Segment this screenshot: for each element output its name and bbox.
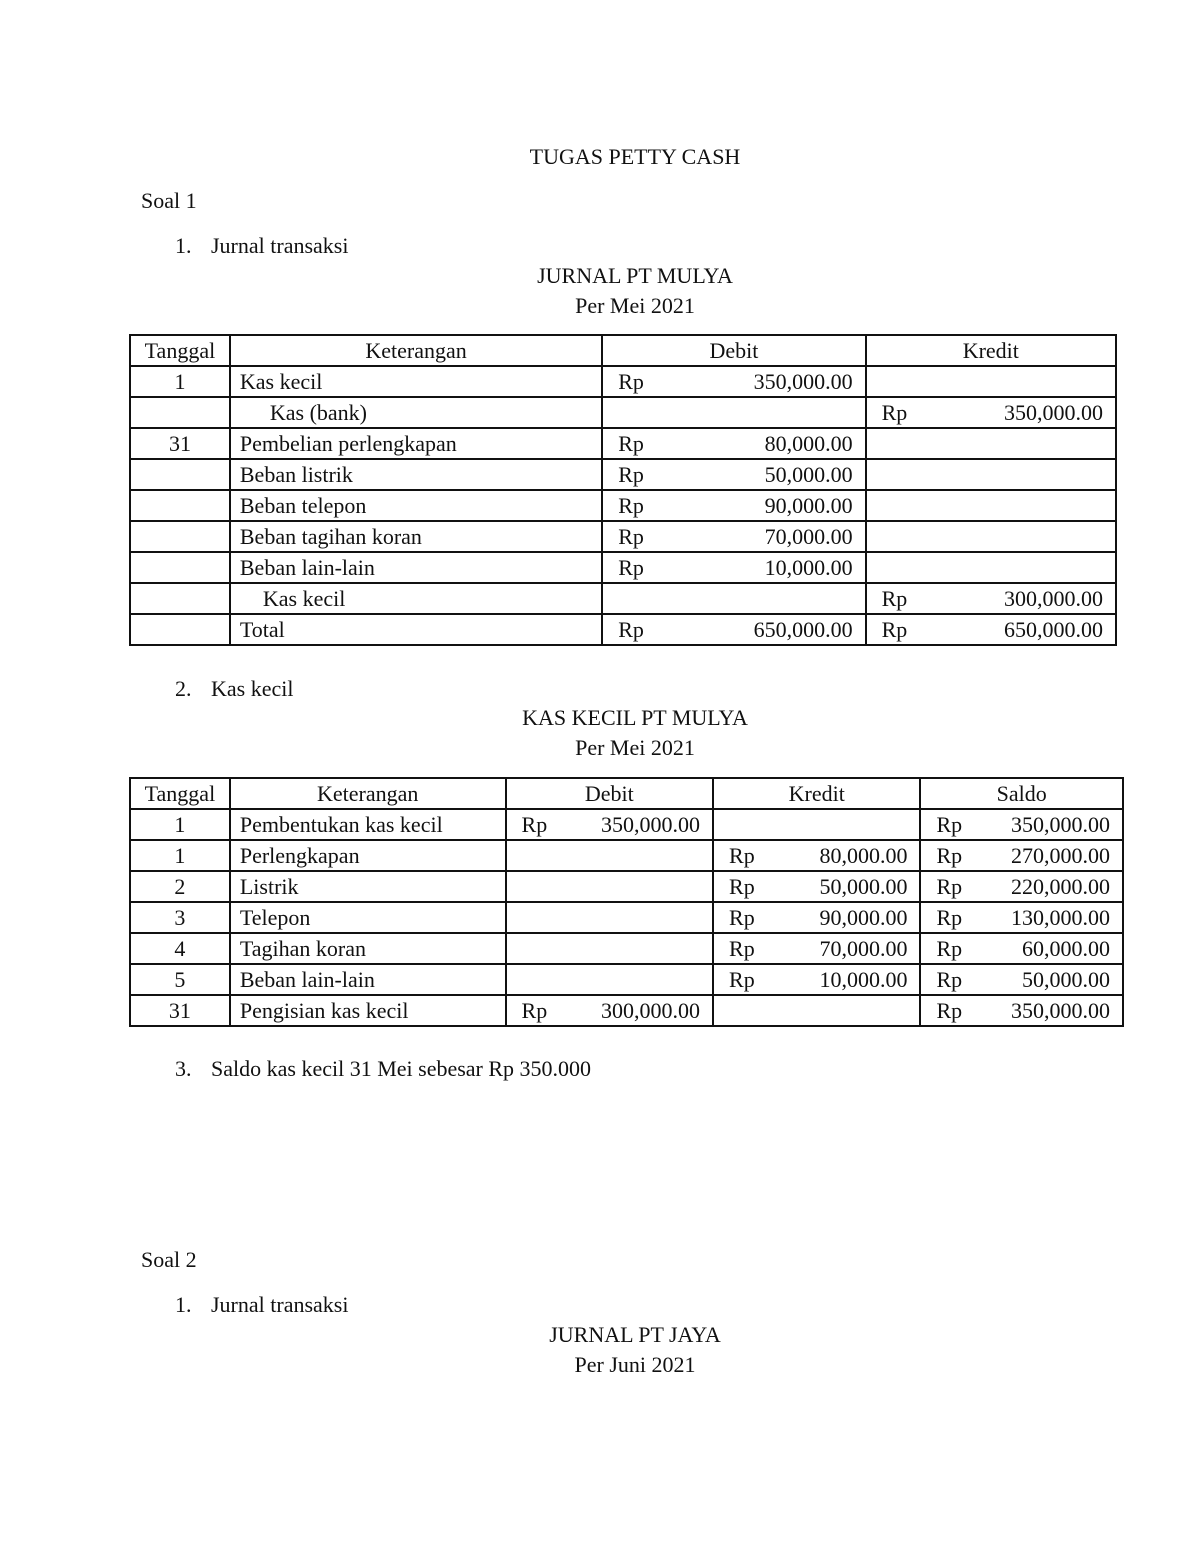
debit-cell: [602, 428, 865, 459]
soal-1-label: Soal 1: [141, 188, 197, 213]
tanggal-cell: [130, 614, 230, 645]
table-row: [130, 995, 1123, 1026]
kredit-cell: [713, 964, 920, 995]
kredit-cell-amount: 90,000.00: [819, 905, 908, 930]
kredit-cell-currency: Rp: [881, 400, 908, 425]
journal-2-period: Per Juni 2021: [574, 1352, 696, 1377]
header-tanggal: Tanggal: [130, 778, 230, 809]
keterangan-cell: Total: [230, 614, 602, 645]
table-row: [130, 614, 1116, 645]
tanggal-cell: 1: [130, 840, 230, 871]
debit-cell-amount: 70,000.00: [764, 524, 853, 549]
debit-cell: [506, 840, 714, 871]
kredit-cell-currency: Rp: [729, 905, 755, 930]
kredit-cell: [866, 521, 1116, 552]
table-row: [130, 583, 1116, 614]
kredit-cell: [866, 583, 1116, 614]
debit-cell-currency: Rp: [618, 617, 644, 642]
debit-cell: [602, 583, 865, 614]
kredit-cell-currency: Rp: [881, 586, 908, 611]
debit-cell-amount: 80,000.00: [764, 431, 853, 456]
saldo-cell: [920, 809, 1123, 840]
debit-cell-currency: Rp: [618, 462, 644, 487]
kredit-cell: [866, 397, 1116, 428]
saldo-cell-currency: Rp: [936, 874, 963, 899]
debit-cell-currency: Rp: [618, 524, 644, 549]
kredit-cell: [713, 995, 920, 1026]
tanggal-cell: [130, 397, 230, 428]
kredit-cell-currency: Rp: [729, 967, 755, 992]
keterangan-cell: Pembentukan kas kecil: [230, 809, 506, 840]
header-saldo: Saldo: [920, 778, 1123, 809]
kredit-cell: [713, 871, 920, 902]
journal-header-row: [130, 335, 1116, 366]
debit-cell-currency: Rp: [618, 369, 644, 394]
tanggal-cell: [130, 583, 230, 614]
keterangan-cell: Beban lain-lain: [230, 552, 602, 583]
petty-cash-title: KAS KECIL PT MULYA: [522, 705, 748, 730]
table-row: [130, 490, 1116, 521]
debit-cell-currency: Rp: [521, 998, 548, 1023]
kredit-cell-currency: Rp: [729, 843, 755, 868]
tanggal-cell: [130, 552, 230, 583]
kredit-cell: [713, 902, 920, 933]
tanggal-cell: 31: [130, 995, 230, 1026]
kredit-cell-amount: 300,000.00: [1004, 586, 1103, 611]
debit-cell: [506, 809, 714, 840]
kredit-cell: [866, 614, 1116, 645]
debit-cell: [602, 490, 865, 521]
keterangan-cell: Beban listrik: [230, 459, 602, 490]
debit-cell-amount: 50,000.00: [764, 462, 853, 487]
debit-cell: [506, 871, 714, 902]
item-2-number: 2.: [175, 676, 192, 701]
kredit-cell: [866, 490, 1116, 521]
debit-cell: [602, 552, 865, 583]
debit-cell: [506, 995, 714, 1026]
petty-cash-table: [129, 777, 1124, 1027]
tanggal-cell: 31: [130, 428, 230, 459]
item-3-text: Saldo kas kecil 31 Mei sebesar Rp 350.000: [211, 1056, 592, 1081]
debit-cell-amount: 350,000.00: [601, 812, 701, 837]
header-kredit: Kredit: [713, 778, 920, 809]
header-tanggal: Tanggal: [130, 335, 230, 366]
debit-cell: [602, 459, 865, 490]
kredit-cell-amount: 10,000.00: [819, 967, 908, 992]
debit-cell: [506, 933, 714, 964]
keterangan-cell: Tagihan koran: [230, 933, 506, 964]
keterangan-cell: Beban telepon: [230, 490, 602, 521]
kredit-cell: [713, 809, 920, 840]
debit-cell-currency: Rp: [618, 493, 644, 518]
debit-cell-amount: 300,000.00: [601, 998, 701, 1023]
table-row: [130, 366, 1116, 397]
saldo-cell-amount: 50,000.00: [1022, 967, 1110, 992]
header-debit: Debit: [506, 778, 714, 809]
saldo-cell-currency: Rp: [936, 998, 963, 1023]
saldo-cell-amount: 220,000.00: [1011, 874, 1110, 899]
table-row: [130, 964, 1123, 995]
kredit-cell: [866, 459, 1116, 490]
petty-header-row: [130, 778, 1123, 809]
keterangan-cell: Listrik: [230, 871, 506, 902]
tanggal-cell: 1: [130, 366, 230, 397]
keterangan-cell: Kas (bank): [230, 397, 602, 428]
saldo-cell-currency: Rp: [936, 905, 963, 930]
item-3-number: 3.: [175, 1056, 192, 1081]
table-row: [130, 809, 1123, 840]
saldo-cell-currency: Rp: [936, 843, 963, 868]
header-keterangan: Keterangan: [230, 335, 602, 366]
kredit-cell: [713, 840, 920, 871]
keterangan-cell: Telepon: [230, 902, 506, 933]
table-row: [130, 933, 1123, 964]
debit-cell-amount: 10,000.00: [764, 555, 853, 580]
table-row: [130, 552, 1116, 583]
table-row: [130, 902, 1123, 933]
table-row: [130, 428, 1116, 459]
tanggal-cell: 5: [130, 964, 230, 995]
kredit-cell-amount: 80,000.00: [819, 843, 908, 868]
saldo-cell: [920, 933, 1123, 964]
kredit-cell-amount: 350,000.00: [1004, 400, 1103, 425]
item-1-number: 1.: [175, 233, 192, 258]
soal-2-label: Soal 2: [141, 1247, 197, 1272]
saldo-cell-amount: 60,000.00: [1022, 936, 1110, 961]
saldo-cell-currency: Rp: [936, 812, 963, 837]
saldo-cell: [920, 964, 1123, 995]
debit-cell-amount: 350,000.00: [753, 369, 853, 394]
debit-cell: [506, 964, 714, 995]
journal-2-title: JURNAL PT JAYA: [549, 1322, 721, 1347]
tanggal-cell: 2: [130, 871, 230, 902]
kredit-cell: [866, 552, 1116, 583]
keterangan-cell: Pembelian perlengkapan: [230, 428, 602, 459]
debit-cell: [602, 366, 865, 397]
saldo-cell-amount: 270,000.00: [1011, 843, 1110, 868]
kredit-cell-amount: 50,000.00: [819, 874, 908, 899]
table-row: [130, 871, 1123, 902]
tanggal-cell: [130, 490, 230, 521]
tanggal-cell: 1: [130, 809, 230, 840]
soal-2-item-1-text: Jurnal transaksi: [211, 1292, 349, 1317]
kredit-cell-amount: 70,000.00: [819, 936, 908, 961]
saldo-cell: [920, 995, 1123, 1026]
debit-cell: [602, 614, 865, 645]
kredit-cell: [713, 933, 920, 964]
saldo-cell-amount: 350,000.00: [1011, 812, 1110, 837]
tanggal-cell: 4: [130, 933, 230, 964]
debit-cell: [602, 521, 865, 552]
debit-cell: [602, 397, 865, 428]
header-keterangan: Keterangan: [230, 778, 506, 809]
keterangan-cell: Perlengkapan: [230, 840, 506, 871]
document-title: TUGAS PETTY CASH: [529, 144, 741, 169]
debit-cell: [506, 902, 714, 933]
saldo-cell: [920, 871, 1123, 902]
saldo-cell-currency: Rp: [936, 967, 963, 992]
tanggal-cell: [130, 459, 230, 490]
table-row: [130, 840, 1123, 871]
table-row: [130, 397, 1116, 428]
debit-cell-currency: Rp: [618, 555, 644, 580]
saldo-cell-amount: 130,000.00: [1011, 905, 1110, 930]
keterangan-cell: Kas kecil: [230, 583, 602, 614]
item-2-text: Kas kecil: [211, 676, 294, 701]
journal-table: [129, 334, 1117, 646]
debit-cell-amount: 650,000.00: [753, 617, 853, 642]
table-row: [130, 459, 1116, 490]
journal-period: Per Mei 2021: [575, 293, 695, 318]
debit-cell-amount: 90,000.00: [764, 493, 853, 518]
saldo-cell-amount: 350,000.00: [1011, 998, 1110, 1023]
saldo-cell: [920, 902, 1123, 933]
kredit-cell-amount: 650,000.00: [1004, 617, 1103, 642]
item-1-text: Jurnal transaksi: [211, 233, 349, 258]
kredit-cell: [866, 366, 1116, 397]
keterangan-cell: Pengisian kas kecil: [230, 995, 506, 1026]
debit-cell-currency: Rp: [521, 812, 548, 837]
kredit-cell-currency: Rp: [729, 936, 755, 961]
header-debit: Debit: [602, 335, 865, 366]
header-kredit: Kredit: [866, 335, 1116, 366]
journal-title: JURNAL PT MULYA: [537, 263, 733, 288]
kredit-cell: [866, 428, 1116, 459]
tanggal-cell: 3: [130, 902, 230, 933]
saldo-cell-currency: Rp: [936, 936, 963, 961]
petty-cash-period: Per Mei 2021: [575, 735, 695, 760]
soal-2-item-1-number: 1.: [175, 1292, 192, 1317]
debit-cell-currency: Rp: [618, 431, 644, 456]
keterangan-cell: Beban lain-lain: [230, 964, 506, 995]
keterangan-cell: Beban tagihan koran: [230, 521, 602, 552]
kredit-cell-currency: Rp: [729, 874, 755, 899]
table-row: [130, 521, 1116, 552]
saldo-cell: [920, 840, 1123, 871]
tanggal-cell: [130, 521, 230, 552]
kredit-cell-currency: Rp: [881, 617, 908, 642]
keterangan-cell: Kas kecil: [230, 366, 602, 397]
